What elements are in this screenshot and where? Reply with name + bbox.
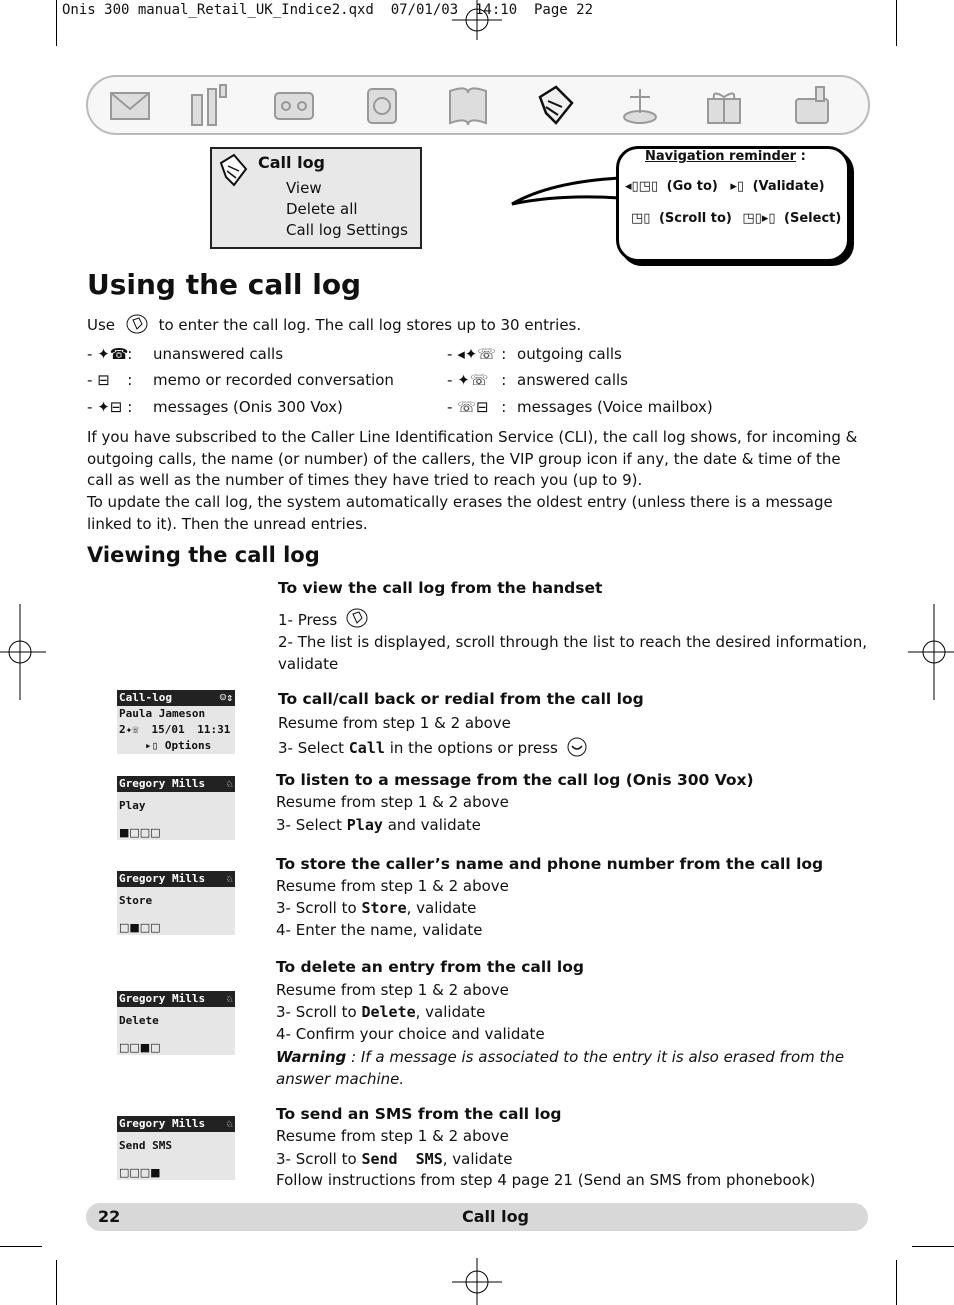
nav-validate: (Validate) bbox=[752, 179, 825, 194]
intro-line bbox=[87, 314, 581, 334]
sms-step3 bbox=[276, 1150, 513, 1168]
delete-resume: Resume from step 1 & 2 above bbox=[276, 981, 509, 999]
lcd-line: Store bbox=[119, 894, 153, 907]
handset-screen-call-log bbox=[117, 690, 235, 754]
registration-mark bbox=[0, 604, 46, 700]
call-log-menu-box bbox=[210, 147, 422, 249]
delete-section-title: To delete an entry from the call log bbox=[276, 958, 584, 976]
step-text: 3- Scroll to bbox=[276, 1150, 357, 1168]
lcd-options-text: Options bbox=[164, 739, 212, 752]
sms-section-title: To send an SMS from the call log bbox=[276, 1105, 562, 1123]
menu-item-call-log-settings: Call log Settings bbox=[286, 221, 408, 239]
sms-resume: Resume from step 1 & 2 above bbox=[276, 1127, 509, 1145]
call-log-icon bbox=[532, 83, 576, 127]
registration-mark bbox=[452, 0, 502, 40]
nav-select: (Select) bbox=[784, 211, 842, 226]
command-send-sms: Send SMS bbox=[361, 1150, 443, 1168]
vox-message-icon: ✦⊟ bbox=[97, 398, 123, 416]
crop-mark bbox=[896, 1260, 897, 1305]
outgoing-icon: ◂✦☏ bbox=[457, 345, 497, 363]
legend-label: messages (Onis 300 Vox) bbox=[153, 398, 343, 416]
callback-resume: Resume from step 1 & 2 above bbox=[278, 714, 511, 732]
legend-colon: : bbox=[127, 345, 133, 363]
legend-dash: - bbox=[447, 371, 453, 389]
legend-dash: - bbox=[447, 345, 453, 363]
registration-mark bbox=[452, 1258, 502, 1305]
legend-label: outgoing calls bbox=[517, 345, 622, 363]
cli-paragraph: If you have subscribed to the Caller Line Identification Service (CLI), the call log shows, for incoming & outgoing calls, the name (or number) of the callers, the VIP group icon if any, the date & time of the call as well as the number of times they have tried to reach you (up to 9). bbox=[87, 428, 858, 489]
crop-mark bbox=[56, 0, 57, 46]
sms-step4: Follow instructions from step 4 page 21 (Send an SMS from phonebook) bbox=[276, 1171, 816, 1189]
lcd-time: 11:31 bbox=[197, 723, 231, 736]
view-step1 bbox=[278, 608, 368, 629]
lcd-vip-icon: ♘ bbox=[226, 1117, 233, 1130]
lcd-header bbox=[117, 871, 235, 887]
lcd-count: 2 bbox=[119, 723, 126, 736]
lcd-header-text: Gregory Mills bbox=[119, 1117, 206, 1130]
lcd-date: 15/01 bbox=[151, 723, 185, 736]
store-section-title: To store the caller’s name and phone number from the call log bbox=[276, 855, 824, 873]
command-play: Play bbox=[346, 816, 383, 834]
voicemail-icon: ☏⊟ bbox=[457, 398, 489, 416]
legend-colon: : bbox=[127, 371, 133, 389]
listen-resume: Resume from step 1 & 2 above bbox=[276, 793, 509, 811]
lcd-line: Send SMS bbox=[119, 1139, 172, 1152]
legend-voicemail bbox=[447, 398, 713, 416]
crop-mark bbox=[912, 1246, 954, 1247]
menu-title: Call log bbox=[258, 153, 326, 172]
handset-screen-play bbox=[117, 776, 235, 840]
command-store: Store bbox=[361, 899, 407, 917]
crop-mark bbox=[56, 1260, 57, 1305]
select-key-icon: ◳▯▸▯ bbox=[742, 211, 776, 226]
scroll-key-icon: ◳▯ bbox=[631, 211, 651, 226]
step-text: 3- Select bbox=[278, 739, 344, 757]
step-text: and validate bbox=[387, 816, 481, 834]
phonebook-icon bbox=[446, 83, 490, 127]
step-text: 3- Scroll to bbox=[276, 1003, 357, 1021]
intro-rest: to enter the call log. The call log stores up to 30 entries. bbox=[158, 316, 582, 334]
legend-dash: - bbox=[87, 371, 93, 389]
step-text: 1- Press bbox=[278, 611, 338, 629]
gift-icon bbox=[702, 83, 746, 127]
nav-scroll: (Scroll to) bbox=[658, 211, 732, 226]
lcd-line: Play bbox=[119, 799, 146, 812]
legend-label: memo or recorded conversation bbox=[153, 371, 394, 389]
legend-colon: : bbox=[127, 398, 133, 416]
lcd-details: 2✦☏ 15/01 11:31 bbox=[119, 723, 231, 736]
lcd-page-dots: □□□■ bbox=[119, 1166, 161, 1179]
legend-dash: - bbox=[87, 345, 93, 363]
lcd-options: ▸▯ Options bbox=[145, 739, 212, 752]
legend-vox bbox=[87, 398, 343, 416]
lcd-header-text: Call-log bbox=[119, 691, 172, 704]
page-title: Using the call log bbox=[87, 268, 362, 301]
step-text: in the options or press bbox=[389, 739, 558, 757]
registration-mark bbox=[908, 604, 954, 700]
arrow-key-icon: ◂▯◳▯ bbox=[625, 179, 659, 194]
legend-colon: : bbox=[501, 371, 507, 389]
nav-colon: : bbox=[800, 149, 806, 164]
menu-item-view: View bbox=[286, 179, 322, 197]
step-text: , validate bbox=[442, 1150, 513, 1168]
page-number: 22 bbox=[98, 1207, 121, 1226]
step-text: 3- Select bbox=[276, 816, 342, 834]
tools-icon bbox=[186, 83, 230, 127]
intercom-icon bbox=[618, 83, 662, 127]
view-section-title: To view the call log from the handset bbox=[278, 579, 603, 597]
nav-goto: (Go to) bbox=[666, 179, 718, 194]
cassette-icon bbox=[272, 83, 316, 127]
store-step4: 4- Enter the name, validate bbox=[276, 921, 483, 939]
lcd-vip-icon: ♘ bbox=[226, 992, 233, 1005]
legend-unanswered bbox=[87, 345, 283, 363]
page-footer bbox=[86, 1203, 868, 1231]
listen-step3 bbox=[276, 816, 481, 834]
lcd-vip-icon: ♘ bbox=[226, 872, 233, 885]
legend-dash: - bbox=[447, 398, 453, 416]
legend-label: answered calls bbox=[517, 371, 629, 389]
lcd-status-icon: ☺⇕ bbox=[219, 691, 233, 704]
crop-mark bbox=[896, 0, 897, 46]
lcd-header-text: Gregory Mills bbox=[119, 992, 206, 1005]
lcd-header bbox=[117, 991, 235, 1007]
intro-use: Use bbox=[87, 316, 116, 334]
delete-step3 bbox=[276, 1003, 485, 1021]
call-log-key-icon bbox=[126, 314, 148, 334]
call-log-key-icon bbox=[346, 608, 368, 628]
envelope-icon bbox=[108, 83, 152, 127]
store-step3 bbox=[276, 899, 476, 917]
base-station-icon bbox=[790, 83, 834, 127]
step-text: , validate bbox=[406, 899, 477, 917]
warning-label: Warning bbox=[276, 1048, 347, 1066]
clock-icon bbox=[360, 83, 404, 127]
menu-item-delete-all: Delete all bbox=[286, 200, 358, 218]
legend-label: unanswered calls bbox=[153, 345, 284, 363]
lcd-vip-icon: ♘ bbox=[226, 777, 233, 790]
section-title: Viewing the call log bbox=[87, 543, 320, 567]
delete-step4: 4- Confirm your choice and validate bbox=[276, 1025, 545, 1043]
handset-screen-store bbox=[117, 871, 235, 935]
update-paragraph: To update the call log, the system automatically erases the oldest entry (unless there is a message linked to it). Then the unread entries. bbox=[87, 493, 833, 533]
lcd-name: Paula Jameson bbox=[119, 707, 206, 720]
legend-label: messages (Voice mailbox) bbox=[517, 398, 713, 416]
legend-outgoing bbox=[447, 345, 622, 363]
warning-text: : If a message is associated to the entry it is also erased from the answer machine. bbox=[276, 1048, 845, 1088]
legend-colon: : bbox=[501, 398, 507, 416]
lcd-header bbox=[117, 690, 235, 706]
callback-section-title: To call/call back or redial from the call log bbox=[278, 690, 644, 708]
delete-warning bbox=[276, 1046, 866, 1090]
navigation-reminder bbox=[616, 146, 850, 262]
lcd-header bbox=[117, 1116, 235, 1132]
lcd-header-text: Gregory Mills bbox=[119, 872, 206, 885]
callback-step3 bbox=[278, 737, 587, 757]
lcd-line: Delete bbox=[119, 1014, 159, 1027]
lcd-header bbox=[117, 776, 235, 792]
crop-mark bbox=[0, 1246, 42, 1247]
memo-icon: ⊟ bbox=[97, 371, 110, 389]
call-log-icon bbox=[218, 153, 248, 187]
lcd-page-dots: ■□□□ bbox=[119, 826, 161, 839]
legend-memo bbox=[87, 371, 394, 389]
menu-icon-bar bbox=[86, 75, 870, 135]
unanswered-icon: ✦☎ bbox=[97, 345, 129, 363]
arrow-key-icon: ▸▯ bbox=[730, 179, 745, 194]
handset-screen-send-sms bbox=[117, 1116, 235, 1180]
step-text: , validate bbox=[415, 1003, 486, 1021]
footer-section: Call log bbox=[462, 1207, 530, 1226]
lcd-header-text: Gregory Mills bbox=[119, 777, 206, 790]
legend-dash: - bbox=[87, 398, 93, 416]
store-resume: Resume from step 1 & 2 above bbox=[276, 877, 509, 895]
green-key-icon bbox=[567, 737, 587, 757]
view-step2: 2- The list is displayed, scroll through the list to reach the desired information, validate bbox=[278, 633, 867, 673]
command-delete: Delete bbox=[361, 1003, 416, 1021]
listen-section-title: To listen to a message from the call log (Onis 300 Vox) bbox=[276, 771, 754, 789]
command-call: Call bbox=[348, 739, 385, 757]
nav-title: Navigation reminder bbox=[645, 149, 797, 164]
legend-colon: : bbox=[501, 345, 507, 363]
bubble-pointer bbox=[510, 176, 622, 208]
legend-answered bbox=[447, 371, 628, 389]
lcd-page-dots: □■□□ bbox=[119, 921, 161, 934]
step-text: 3- Scroll to bbox=[276, 899, 357, 917]
lcd-page-dots: □□■□ bbox=[119, 1041, 161, 1054]
answered-icon: ✦☏ bbox=[457, 371, 489, 389]
print-header: Onis 300 manual_Retail_UK_Indice2.qxd 07/01/03 14:10 Page 22 bbox=[62, 2, 594, 18]
handset-screen-delete bbox=[117, 991, 235, 1055]
